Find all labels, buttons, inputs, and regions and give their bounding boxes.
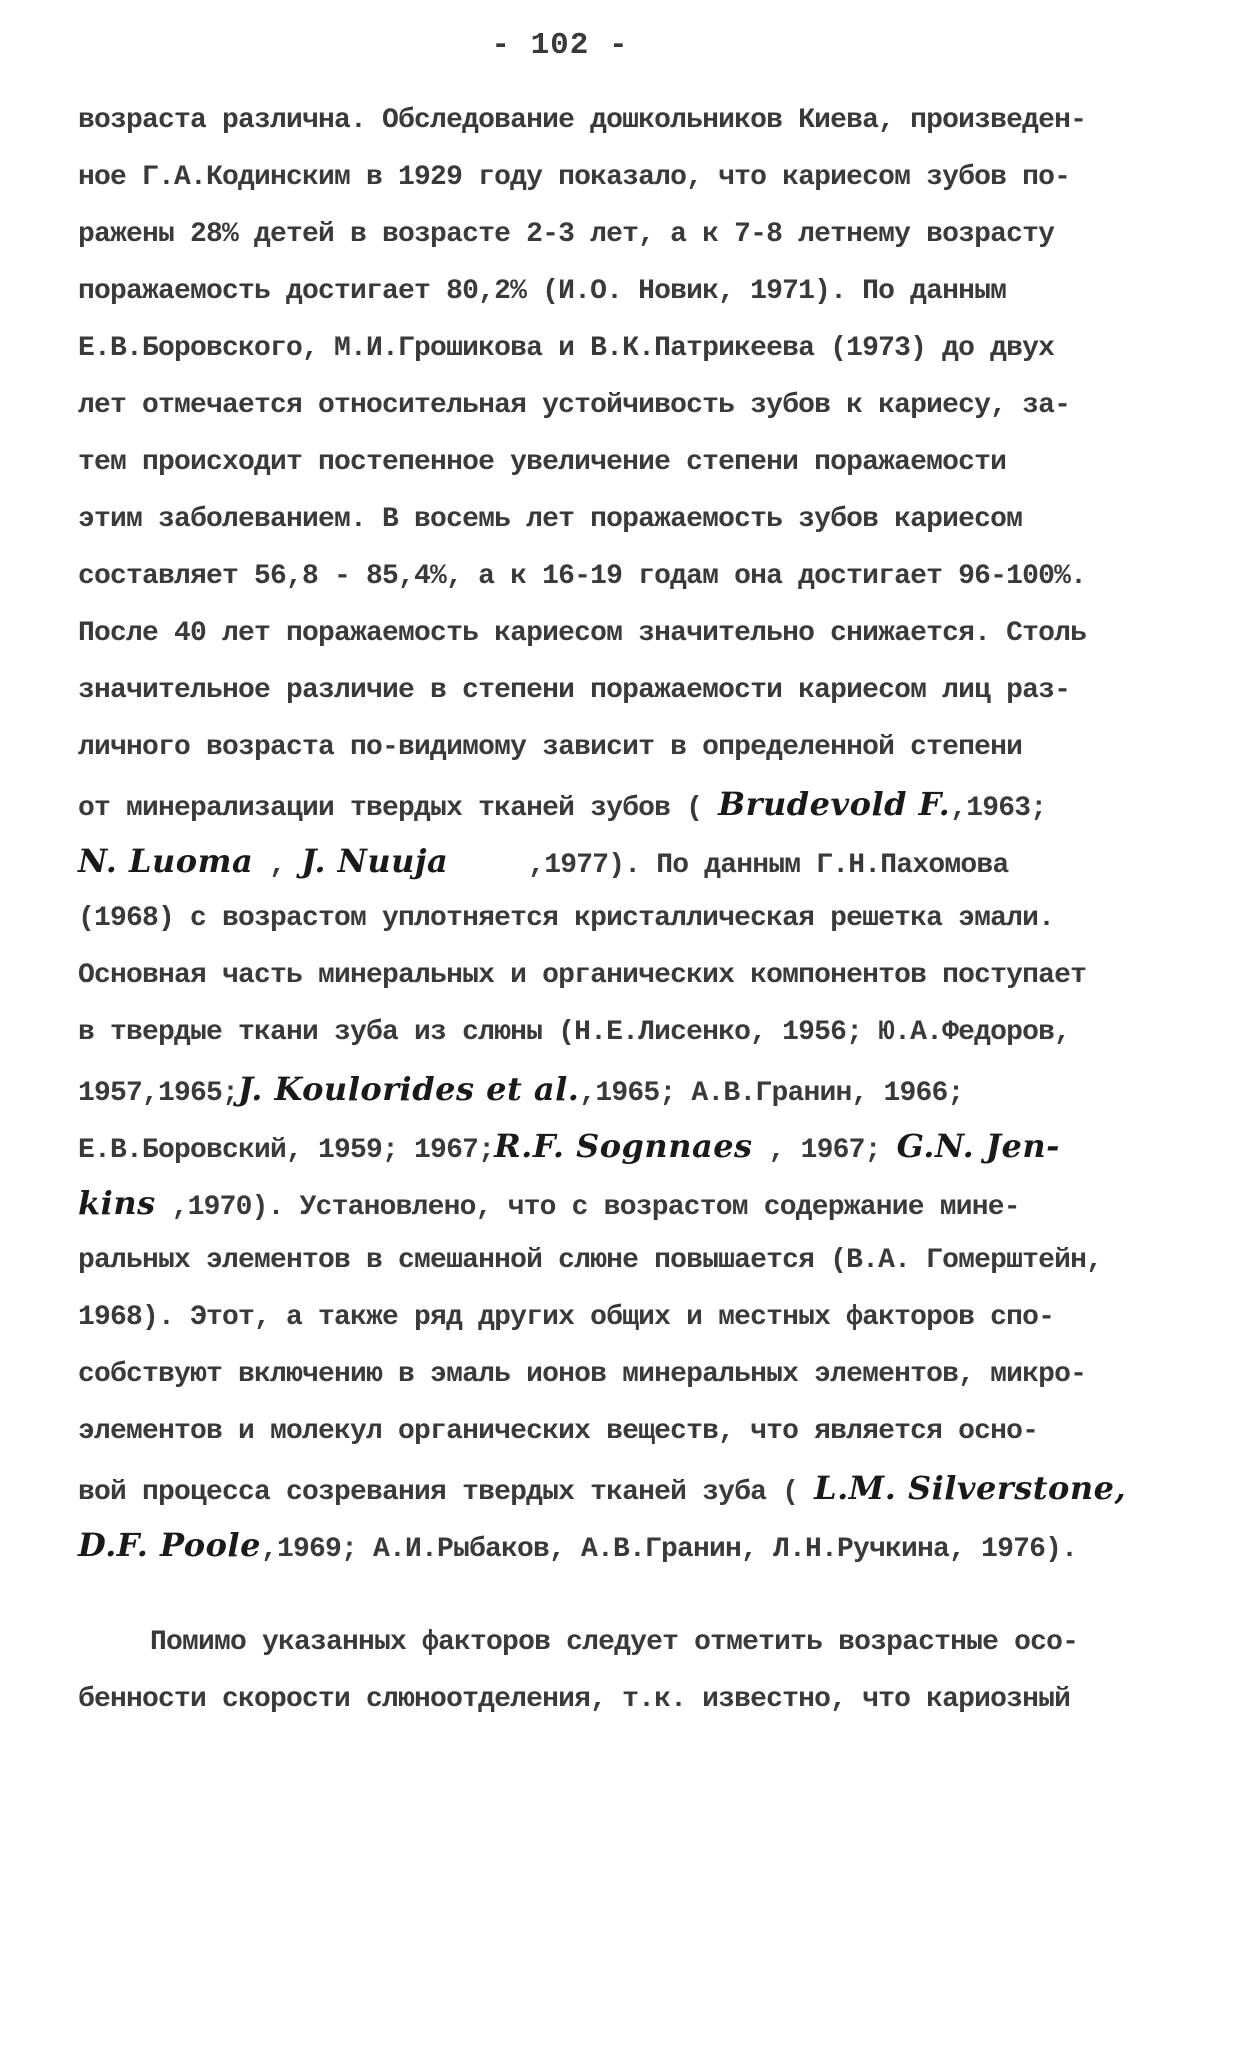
text-line: лет отмечается относительная устойчивость зубов к кариесу, за- [78, 390, 1071, 421]
handwritten-name: L.M. Silverstone, [814, 1469, 1127, 1507]
text-line: поражаемость достигает 80,2% (И.О. Новик, 1971). По данным [78, 276, 1007, 307]
typed-text: ,1969; А.И.Рыбаков, А.В.Гранин, Л.Н.Ручкина, 1976). [260, 1534, 1078, 1565]
text-line: ральных элементов в смешанной слюне повышается (В.А. Гомерштейн, [78, 1245, 1103, 1276]
text-line: элементов и молекул органических веществ, что является осно- [78, 1416, 1039, 1447]
text-line: (1968) с возрастом уплотняется кристаллическая решетка эмали. [78, 903, 1055, 934]
page-number: - 102 - [491, 28, 629, 63]
text-line: составляет 56,8 - 85,4%, а к 16-19 годам она достигает 96-100%. [78, 561, 1087, 592]
text-line [78, 776, 1148, 833]
typed-text: от минерализации твердых тканей зубов ( [78, 793, 719, 824]
text-line [78, 1460, 1148, 1517]
text-line: тем происходит постепенное увеличение степени поражаемости [78, 447, 1007, 478]
body-text [78, 92, 1148, 1728]
text-line: Помимо указанных факторов следует отметить возрастные осо- [150, 1627, 1079, 1658]
text-line [78, 833, 1148, 890]
typed-text: , 1967; [752, 1135, 897, 1166]
handwritten-name: Brudevold F. [718, 785, 951, 823]
typed-text: ,1963; [950, 793, 1047, 824]
text-line: бенности скорости слюноотделения, т.к. известно, что кариозный [78, 1684, 1071, 1715]
typed-text: Е.В.Боровский, 1959; 1967; [78, 1135, 495, 1166]
text-line [78, 1175, 1148, 1232]
handwritten-name: J. Koulorides et al. [238, 1070, 580, 1108]
typed-text: ,1970). Установлено, что с возрастом содержание мине- [155, 1192, 1020, 1223]
text-line: 1968). Этот, а также ряд других общих и местных факторов спо- [78, 1302, 1055, 1333]
handwritten-name: G.N. Jen- [896, 1127, 1060, 1165]
handwritten-name: R.F. Sognnaes [494, 1127, 753, 1165]
text-line: этим заболеванием. В восемь лет поражаемость зубов кариесом [78, 504, 1023, 535]
handwritten-name: D.F. Poole [78, 1526, 261, 1564]
text-line [78, 1517, 1148, 1574]
typed-text: ,1965; А.В.Гранин, 1966; [579, 1078, 964, 1109]
text-line: После 40 лет поражаемость кариесом значительно снижается. Столь [78, 618, 1087, 649]
text-line: Основная часть минеральных и органических компонентов поступает [78, 960, 1087, 991]
text-line [78, 1118, 1148, 1175]
handwritten-name: kins [78, 1184, 156, 1222]
text-line [78, 1061, 1148, 1118]
handwritten-name: J. Nuuja [301, 842, 449, 880]
typed-text: 1957,1965; [78, 1078, 239, 1109]
text-line: ное Г.А.Кодинским в 1929 году показало, что кариесом зубов по- [78, 162, 1071, 193]
text-line: личного возраста по-видимому зависит в определенной степени [78, 732, 1023, 763]
text-line: Е.В.Боровского, М.И.Грошикова и В.К.Патрикеева (1973) до двух [78, 333, 1055, 364]
text-line: в твердые ткани зуба из слюны (Н.Е.Лисенко, 1956; Ю.А.Федоров, [78, 1017, 1071, 1048]
typed-text: , [253, 850, 302, 881]
typed-text: вой процесса созревания твердых тканей зуба ( [78, 1477, 815, 1508]
paragraph-gap [78, 1574, 1148, 1614]
text-line: собствуют включению в эмаль ионов минеральных элементов, микро- [78, 1359, 1087, 1390]
handwritten-name: N. Luoma [78, 842, 254, 880]
text-line: возраста различна. Обследование дошкольников Киева, произведен- [78, 105, 1087, 136]
typed-text: ,1977). По данным Г.Н.Пахомова [448, 850, 1009, 881]
text-line: ражены 28% детей в возрасте 2-3 лет, а к 7-8 летнему возрасту [78, 219, 1055, 250]
text-line: значительное различие в степени поражаемости кариесом лиц раз- [78, 675, 1071, 706]
